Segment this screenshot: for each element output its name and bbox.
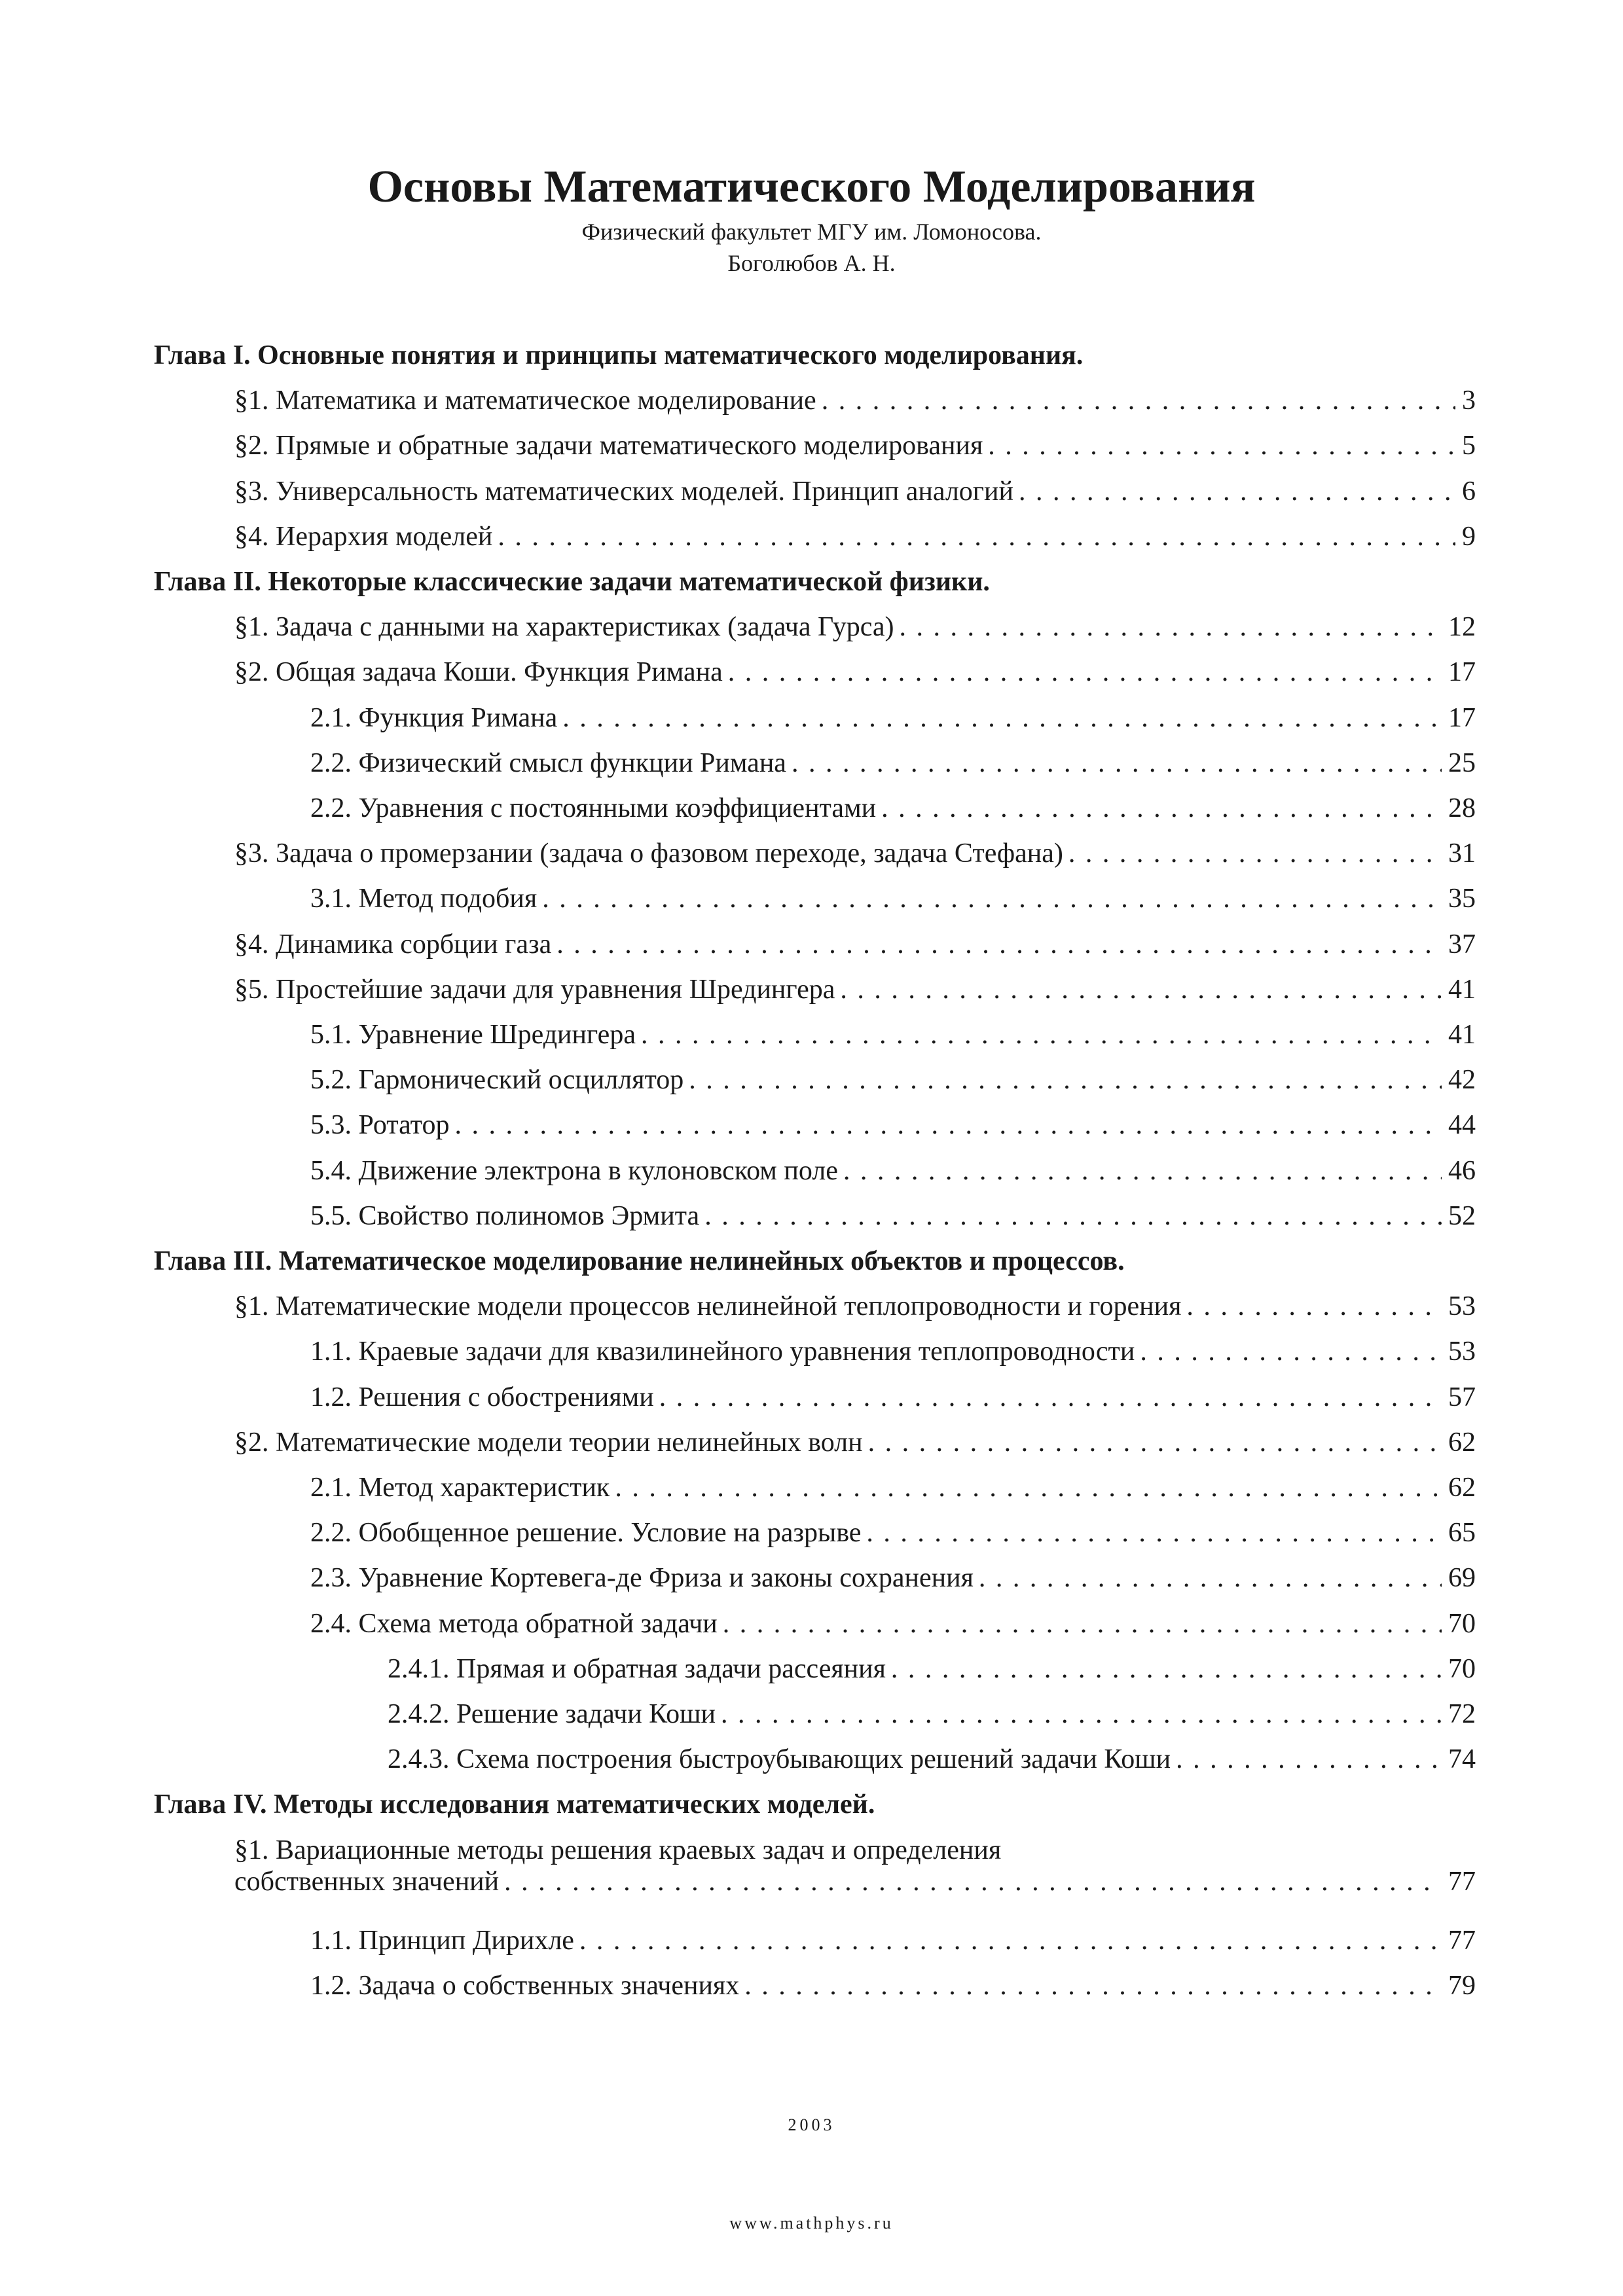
toc-entry-label: 2.2. Физический смысл функции Римана: [310, 747, 786, 778]
toc-page-number: 9: [1462, 521, 1476, 552]
toc-entry-label: §2. Математические модели теории нелинейных волн: [234, 1427, 863, 1458]
dot-leader: [891, 1651, 1442, 1687]
dot-leader: [704, 1198, 1442, 1234]
toc-page-number: 44: [1448, 1110, 1476, 1141]
toc-entry-label: §4. Иерархия моделей: [234, 521, 493, 552]
toc-chapter-heading: [154, 337, 1083, 374]
toc-page-number: 41: [1448, 974, 1476, 1005]
dot-leader: [1176, 1741, 1442, 1778]
dot-leader: [1186, 1288, 1442, 1325]
toc-page-number: 53: [1448, 1336, 1476, 1367]
toc-entry[interactable]: [388, 1741, 1476, 1778]
toc-entry-label: §2. Общая задача Коши. Функция Римана: [234, 657, 723, 688]
toc-page-number: 6: [1462, 476, 1476, 507]
toc-page-number: 17: [1448, 657, 1476, 688]
toc-entry-label: 5.1. Уравнение Шредингера: [310, 1020, 636, 1050]
toc-page-number: 52: [1448, 1200, 1476, 1231]
document-title: Основы Математического Моделирования: [367, 162, 1256, 212]
dot-leader: [659, 1379, 1442, 1416]
toc-page-number: 41: [1448, 1020, 1476, 1050]
dot-leader: [454, 1107, 1442, 1143]
toc-entry[interactable]: [310, 880, 1476, 917]
toc-entry-label: §4. Динамика сорбции газа: [234, 929, 552, 960]
toc-entry-label: 2.4.1. Прямая и обратная задачи рассеяния: [388, 1653, 886, 1684]
toc-entry-label: §1. Математика и математическое моделирование: [234, 386, 816, 416]
toc-entry[interactable]: [234, 1863, 1476, 1900]
chapter-title: Глава III. Математическое моделирование нелинейных объектов и процессов.: [154, 1246, 1125, 1276]
toc-chapter-heading: [154, 1786, 875, 1823]
dot-leader: [868, 1424, 1442, 1461]
dot-leader: [1019, 473, 1455, 510]
toc-entry[interactable]: [234, 609, 1476, 645]
toc-page-number: 74: [1448, 1744, 1476, 1775]
toc-entry-label: §3. Задача о промерзании (задача о фазовом переходе, задача Стефана): [234, 838, 1063, 869]
toc-chapter-heading: [154, 1243, 1125, 1280]
toc-entry[interactable]: [234, 427, 1476, 464]
toc-entry-label: §3. Универсальность математических моделей. Принцип аналогий: [234, 476, 1013, 507]
toc-entry[interactable]: [310, 1198, 1476, 1234]
dot-leader: [900, 609, 1442, 645]
toc-page-number: 57: [1448, 1382, 1476, 1412]
toc-entry-label: 1.2. Решения с обострениями: [310, 1382, 654, 1412]
toc-entry-label: §1. Задача с данными на характеристиках (задача Гурса): [234, 612, 894, 643]
toc-page-number: 35: [1448, 884, 1476, 914]
website-link[interactable]: www.mathphys.ru: [729, 2214, 894, 2233]
toc-entry-label: 5.5. Свойство полиномов Эрмита: [310, 1200, 700, 1231]
toc-page-number: 31: [1448, 838, 1476, 869]
publication-year: 2003: [788, 2115, 835, 2134]
toc-page-number: 17: [1448, 702, 1476, 733]
toc-entry-label: §5. Простейшие задачи для уравнения Шредингера: [234, 974, 835, 1005]
toc-entry[interactable]: [234, 1288, 1476, 1325]
chapter-title: Глава I. Основные понятия и принципы математического моделирования.: [154, 340, 1084, 370]
toc-entry-label: собственных значений: [234, 1866, 500, 1897]
dot-leader: [843, 1153, 1442, 1189]
toc-entry-label: 2.4.3. Схема построения быстроубывающих решений задачи Коши: [388, 1744, 1171, 1775]
toc-entry-label: 2.2. Обобщенное решение. Условие на разрыве: [310, 1518, 862, 1549]
toc-entry[interactable]: [310, 1469, 1476, 1506]
dot-leader: [988, 427, 1455, 464]
dot-leader: [504, 1863, 1442, 1900]
toc-entry-label: 1.1. Принцип Дирихле: [310, 1925, 574, 1956]
toc-page-number: 62: [1448, 1473, 1476, 1503]
dot-leader: [744, 1967, 1442, 2004]
dot-leader: [641, 1016, 1442, 1053]
toc-page-number: 53: [1448, 1291, 1476, 1322]
chapter-title: Глава II. Некоторые классические задачи математической физики.: [154, 567, 990, 597]
dot-leader: [579, 1922, 1442, 1959]
toc-page-number: 77: [1448, 1866, 1476, 1897]
toc-page-number: 77: [1448, 1925, 1476, 1956]
toc-entry-label: 5.2. Гармонический осциллятор: [310, 1065, 684, 1096]
dot-leader: [728, 654, 1442, 691]
toc-entry-label: 3.1. Метод подобия: [310, 884, 538, 914]
toc-entry[interactable]: [234, 518, 1476, 555]
toc-entry[interactable]: [234, 835, 1476, 872]
toc-entry[interactable]: [310, 1153, 1476, 1189]
toc-entry[interactable]: [310, 1967, 1476, 2004]
toc-entry[interactable]: [388, 1696, 1476, 1732]
toc-entry[interactable]: [234, 971, 1476, 1008]
chapter-title: Глава IV. Методы исследования математических моделей.: [154, 1789, 875, 1820]
dot-leader: [723, 1605, 1442, 1642]
toc-page-number: 70: [1448, 1608, 1476, 1639]
toc-entry[interactable]: [310, 1379, 1476, 1416]
dot-leader: [721, 1696, 1442, 1732]
toc-entry[interactable]: [310, 790, 1476, 827]
toc-page-number: 79: [1448, 1970, 1476, 2001]
toc-chapter-heading: [154, 564, 990, 600]
dot-leader: [792, 745, 1442, 781]
toc-entry[interactable]: [310, 1107, 1476, 1143]
toc-entry[interactable]: [310, 700, 1476, 736]
toc-page-number: 5: [1462, 431, 1476, 461]
document-subtitle: Физический факультет МГУ им. Ломоносова.: [581, 219, 1042, 245]
toc-entry[interactable]: [234, 473, 1476, 510]
toc-page-number: 70: [1448, 1653, 1476, 1684]
toc-entry-label: §1. Математические модели процессов нелинейной теплопроводности и горения: [234, 1291, 1182, 1322]
dot-leader: [840, 971, 1442, 1008]
document-author: Боголюбов А. Н.: [727, 250, 896, 276]
dot-leader: [498, 518, 1455, 555]
toc-entry[interactable]: [310, 1515, 1476, 1551]
toc-entry-label: §2. Прямые и обратные задачи математического моделирования: [234, 431, 983, 461]
toc-entry[interactable]: [234, 926, 1476, 963]
toc-entry[interactable]: [310, 1560, 1476, 1596]
toc-entry[interactable]: [310, 1922, 1476, 1959]
toc-page-number: 62: [1448, 1427, 1476, 1458]
toc-entry-label-line: §1. Вариационные методы решения краевых задач и определения: [234, 1835, 1002, 1865]
dot-leader: [881, 790, 1442, 827]
toc-entry[interactable]: [388, 1651, 1476, 1687]
toc-page-number: 65: [1448, 1518, 1476, 1549]
toc-entry[interactable]: [310, 745, 1476, 781]
toc-entry-label: 2.1. Метод характеристик: [310, 1473, 610, 1503]
toc-entry-label: 2.4. Схема метода обратной задачи: [310, 1608, 718, 1639]
toc-entry[interactable]: [310, 1016, 1476, 1053]
toc-entry-label: 2.1. Функция Римана: [310, 702, 558, 733]
dot-leader: [1068, 835, 1442, 872]
dot-leader: [615, 1469, 1442, 1506]
toc-entry-label: 1.2. Задача о собственных значениях: [310, 1970, 740, 2001]
toc-entry-label: 2.3. Уравнение Кортевега-де Фриза и законы сохранения: [310, 1563, 974, 1594]
dot-leader: [556, 926, 1442, 963]
toc-entry[interactable]: [234, 382, 1476, 419]
toc-entry-label: 5.3. Ротатор: [310, 1110, 450, 1141]
toc-entry[interactable]: [234, 654, 1476, 691]
toc-entry-label: 2.2. Уравнения с постоянными коэффициентами: [310, 793, 877, 823]
toc-page-number: 37: [1448, 929, 1476, 960]
toc-entry[interactable]: [234, 1424, 1476, 1461]
toc-page-number: 12: [1448, 612, 1476, 643]
dot-leader: [866, 1515, 1442, 1551]
dot-leader: [979, 1560, 1442, 1596]
toc-page-number: 25: [1448, 747, 1476, 778]
toc-entry[interactable]: [310, 1062, 1476, 1098]
dot-leader: [822, 382, 1455, 419]
toc-entry[interactable]: [310, 1605, 1476, 1642]
toc-entry-label: 1.1. Краевые задачи для квазилинейного уравнения теплопроводности: [310, 1336, 1135, 1367]
toc-page-number: 3: [1462, 386, 1476, 416]
toc-page-number: 72: [1448, 1699, 1476, 1729]
toc-entry-label: 2.4.2. Решение задачи Коши: [388, 1699, 716, 1729]
toc-page-number: 46: [1448, 1155, 1476, 1186]
toc-entry[interactable]: [310, 1333, 1476, 1370]
toc-entry-label: 5.4. Движение электрона в кулоновском поле: [310, 1155, 838, 1186]
dot-leader: [562, 700, 1442, 736]
dot-leader: [689, 1062, 1442, 1098]
dot-leader: [542, 880, 1442, 917]
dot-leader: [1140, 1333, 1442, 1370]
toc-page-number: 28: [1448, 793, 1476, 823]
toc-page-number: 42: [1448, 1065, 1476, 1096]
toc-page-number: 69: [1448, 1563, 1476, 1594]
